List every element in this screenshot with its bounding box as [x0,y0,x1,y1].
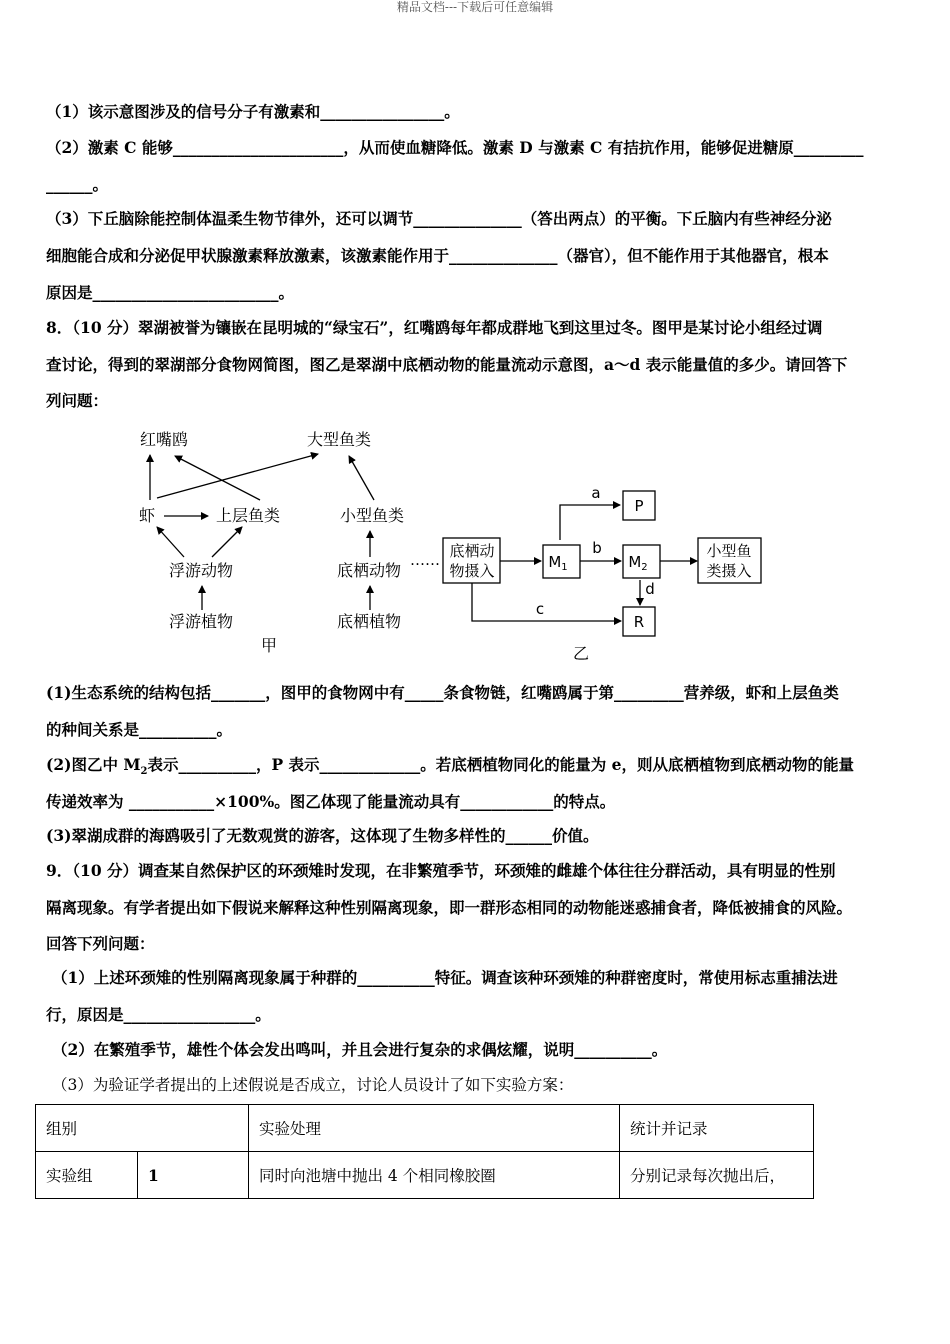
q7-part2-line2: ______。 [46,175,109,194]
r-label: R [633,613,645,631]
shrimp-node: 虾 [138,506,156,525]
cell-treatment: 同时向池塘中抛出 4 个相同橡胶圈 [249,1152,620,1199]
intake-label-2: 物摄入 [449,562,495,580]
table-header-row [36,1105,814,1152]
q8-s1-line1: (1)生态系统的结构包括_______，图甲的食物网中有_____条食物链，红嘴鸥属于第_________营养级，虾和上层鱼类 [46,683,839,702]
cell-record: 分别记录每次抛出后， [620,1152,814,1199]
gull-node: 红嘴鸥 [139,430,189,449]
label-c: c [535,600,545,618]
output-label-1: 小型鱼 [706,542,752,560]
q8-intro-line2: 查讨论，得到的翠湖部分食物网简图，图乙是翠湖中底栖动物的能量流动示意图，a～d 表示能量值的多少。请回答下 [46,355,848,374]
cell-number: 1 [138,1152,249,1199]
q9-s1-line1: （1）上述环颈雉的性别隔离现象属于种群的__________特征。调查该种环颈雉的种群密度时，常使用标志重捕法进 [52,968,838,987]
small-fish-node: 小型鱼类 [339,506,405,525]
zooplankton-node: 浮游动物 [168,561,234,580]
q7-part3-line2: 细胞能合成和分泌促甲状腺激素释放激素，该激素能作用于______________（器官），但不能作用于其他器官，根本 [46,246,829,265]
arrow-zoo-upperfish [212,527,242,557]
output-label-2: 类摄入 [706,562,752,580]
arrow-zoo-shrimp [157,527,184,557]
dots: …… [410,551,440,569]
q9-intro-line1: 9．（10 分）调查某自然保护区的环颈雉时发现，在非繁殖季节，环颈雉的雌雄个体往往分群活动，具有明显的性别 [46,861,836,880]
figure-jia-yi [0,415,950,670]
label-d: d [645,580,655,598]
q8-s2-line2: 传递效率为 ___________×100%。图乙体现了能量流动具有____________的特点。 [46,792,616,811]
q9-intro-line2: 隔离现象。有学者提出如下假说来解释这种性别隔离现象，即一群形态相同的动物能迷惑捕食者，降低被捕食的风险。 [46,898,853,917]
cell-group: 实验组 [36,1152,138,1199]
q7-part3-line3: 原因是________________________。 [46,283,295,302]
arrow-intake-r [472,583,621,621]
table-row [36,1152,814,1199]
arrow-upperfish-gull [175,456,260,500]
label-a: a [591,484,601,502]
arrow-smallfish-bigfish [349,456,374,500]
phytoplankton-node: 浮游植物 [168,612,234,631]
q9-s1-line2: 行，原因是_________________。 [46,1005,271,1024]
q7-part2-line1: （2）激素 C 能够______________________，从而使血糖降低。激素 D 与激素 C 有拮抗作用，能够促进糖原_________ [46,138,864,157]
q9-s3: （3）为验证学者提出的上述假说是否成立，讨论人员设计了如下实验方案： [52,1076,574,1094]
figure-jia-caption: 甲 [260,636,278,655]
m2-label: $M_2$ [628,553,648,573]
q8-intro-line3: 列问题： [46,391,109,410]
q7-part3-line1: （3）下丘脑除能控制体温柔生物节律外，还可以调节______________（答出两点）的平衡。下丘脑内有些神经分泌 [46,209,832,228]
q8-s3: (3)翠湖成群的海鸥吸引了无数观赏的游客，这体现了生物多样性的______价值。 [46,826,599,845]
q8-intro-line1: 8．（10 分）翠湖被誉为镶嵌在昆明城的“绿宝石”，红嘴鸥每年都成群地飞到这里过冬。图甲是某讨论小组经过调 [46,318,823,337]
label-b: b [592,539,602,557]
page-header: 精品文档---下载后可任意编辑 [396,0,554,14]
q8-s1-line2: 的种间关系是__________。 [46,720,233,739]
q7-part1: （1）该示意图涉及的信号分子有激素和________________。 [46,102,460,121]
header-group: 组别 [36,1105,249,1152]
benthic-plant-node: 底栖植物 [336,612,402,631]
p-label: P [634,497,644,515]
experiment-table [35,1104,814,1199]
upper-fish-node: 上层鱼类 [215,506,281,525]
header-treatment: 实验处理 [249,1105,620,1152]
big-fish-node: 大型鱼类 [306,430,372,449]
figure-yi-caption: 乙 [572,644,590,663]
q9-s2: （2）在繁殖季节，雄性个体会发出鸣叫，并且会进行复杂的求偶炫耀，说明__________。 [52,1040,668,1059]
q9-intro-line3: 回答下列问题： [46,934,155,953]
header-record: 统计并记录 [620,1105,814,1152]
arrow-shrimp-bigfish [157,454,318,498]
intake-label-1: 底栖动 [449,542,495,560]
q8-s2-line1: (2)图乙中 $M_2$表示__________，P 表示_____________。若底栖植物同化的能量为 e，则从底栖植物到底栖动物的能量 [46,755,855,778]
arrow-m1-p [560,505,620,540]
benthic-animal-node: 底栖动物 [336,561,402,580]
m1-label: $M_1$ [548,553,568,573]
